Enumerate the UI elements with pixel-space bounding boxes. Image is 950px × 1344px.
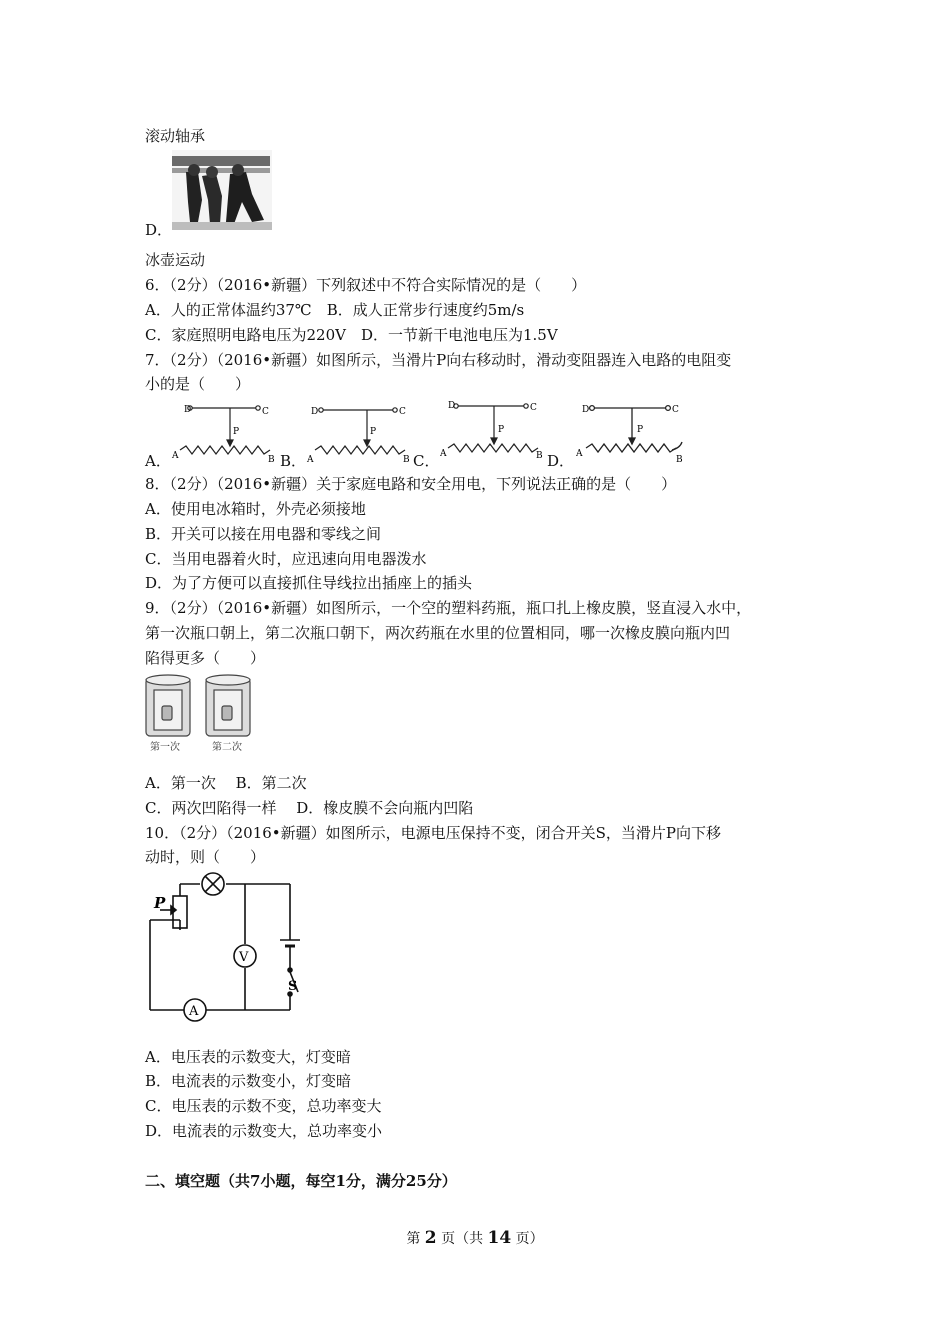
footer-mid: 页（共 (441, 1231, 484, 1247)
q8-option-c: C．当用电器着火时，应迅速向用电器泼水 (145, 550, 427, 568)
q7-option-a-label: A． (145, 452, 171, 470)
fig-label-first: 第一次 (150, 742, 180, 753)
q9-stem-line2: 第一次瓶口朝上，第二次瓶口朝下，两次药瓶在水里的位置相同，哪一次橡皮膜向瓶内凹 (145, 624, 731, 642)
svg-text:P: P (637, 425, 644, 435)
svg-text:C: C (530, 403, 537, 413)
ammeter-label: A (189, 1004, 199, 1019)
q8-stem: 8．（2分）（2016•新疆）关于家庭电路和安全用电，下列说法正确的是（ ） (145, 475, 677, 493)
q7-option-c-label: C． (413, 452, 440, 470)
q10-option-c: C．电压表的示数不变，总功率变大 (145, 1097, 382, 1115)
svg-text:D: D (311, 407, 319, 417)
bottle-experiment-figure (140, 672, 260, 756)
q9-options-cd: C．两次凹陷得一样 D．橡皮膜不会向瓶内凹陷 (145, 799, 474, 817)
q9-stem-line3: 陷得更多（ ） (145, 649, 266, 667)
q6-stem: 6．（2分）（2016•新疆）下列叙述中不符合实际情况的是（ ） (145, 276, 587, 294)
rheostat-d-diagram (576, 398, 688, 468)
section2-title: 二、填空题（共7小题，每空1分，满分25分） (145, 1172, 457, 1190)
svg-text:P: P (498, 425, 505, 435)
rheostat-b-diagram (305, 400, 413, 466)
option-c-caption: 滚动轴承 (145, 127, 206, 145)
svg-text:C: C (262, 407, 269, 417)
svg-text:A: A (440, 449, 447, 459)
fig-label-second: 第二次 (212, 742, 242, 753)
svg-text:B: B (536, 451, 543, 461)
svg-text:P: P (370, 427, 377, 437)
svg-text:A: A (307, 455, 314, 465)
svg-text:B: B (268, 455, 275, 465)
q10-option-b: B．电流表的示数变小，灯变暗 (145, 1072, 352, 1090)
q7-option-b-label: B． (280, 452, 307, 470)
q8-option-d: D．为了方便可以直接抓住导线拉出插座上的插头 (145, 574, 473, 592)
q10-stem-line1: 10．（2分）（2016•新疆）如图所示，电源电压保持不变，闭合开关S，当滑片P向下移 (145, 824, 722, 842)
svg-text:D: D (448, 401, 456, 411)
q9-options-ab: A．第一次 B．第二次 (145, 774, 307, 792)
svg-text:A: A (172, 451, 179, 461)
q8-option-a: A．使用电冰箱时，外壳必须接地 (145, 500, 366, 518)
q6-options-ab: A．人的正常体温约37℃ B．成人正常步行速度约5m/s (145, 301, 525, 319)
voltmeter-label: V (239, 950, 249, 965)
q7-stem-line2: 小的是（ ） (145, 375, 251, 393)
footer-page-number: 2 (424, 1228, 437, 1248)
q7-option-d-label: D． (547, 452, 575, 470)
svg-text:B: B (676, 455, 683, 465)
q7-stem-line1: 7．（2分）（2016•新疆）如图所示，当滑片P向右移动时，滑动变阻器连入电路的电阻变 (145, 351, 732, 369)
q10-option-d: D．电流表的示数变大，总功率变小 (145, 1122, 383, 1140)
option-d-caption: 冰壶运动 (145, 251, 206, 269)
svg-text:A: A (576, 449, 583, 459)
page-footer (0, 1228, 950, 1248)
svg-text:C: C (672, 405, 679, 415)
footer-suffix: 页） (515, 1231, 544, 1247)
curling-photo (172, 150, 272, 230)
svg-text:D: D (184, 405, 192, 415)
switch-label-s: S (288, 979, 298, 994)
svg-text:D: D (582, 405, 590, 415)
circuit-diagram (140, 870, 310, 1030)
q9-stem-line1: 9．（2分）（2016•新疆）如图所示，一个空的塑料药瓶，瓶口扎上橡皮膜，竖直浸入水中， (145, 599, 752, 617)
footer-total-pages: 14 (487, 1228, 512, 1248)
footer-prefix: 第 (406, 1231, 421, 1247)
option-d-label: D． (145, 221, 173, 239)
svg-text:P: P (233, 427, 240, 437)
q10-stem-line2: 动时，则（ ） (145, 848, 266, 866)
q6-options-cd: C．家庭照明电路电压为220V D．一节新干电池电压为1.5V (145, 326, 558, 344)
rheostat-c-diagram (440, 398, 548, 466)
svg-text:C: C (399, 407, 406, 417)
slider-label-p: P (154, 894, 166, 912)
q10-option-a: A．电压表的示数变大，灯变暗 (145, 1048, 351, 1066)
q8-option-b: B．开关可以接在用电器和零线之间 (145, 525, 382, 543)
svg-text:B: B (403, 455, 410, 465)
rheostat-a-diagram (170, 400, 278, 466)
